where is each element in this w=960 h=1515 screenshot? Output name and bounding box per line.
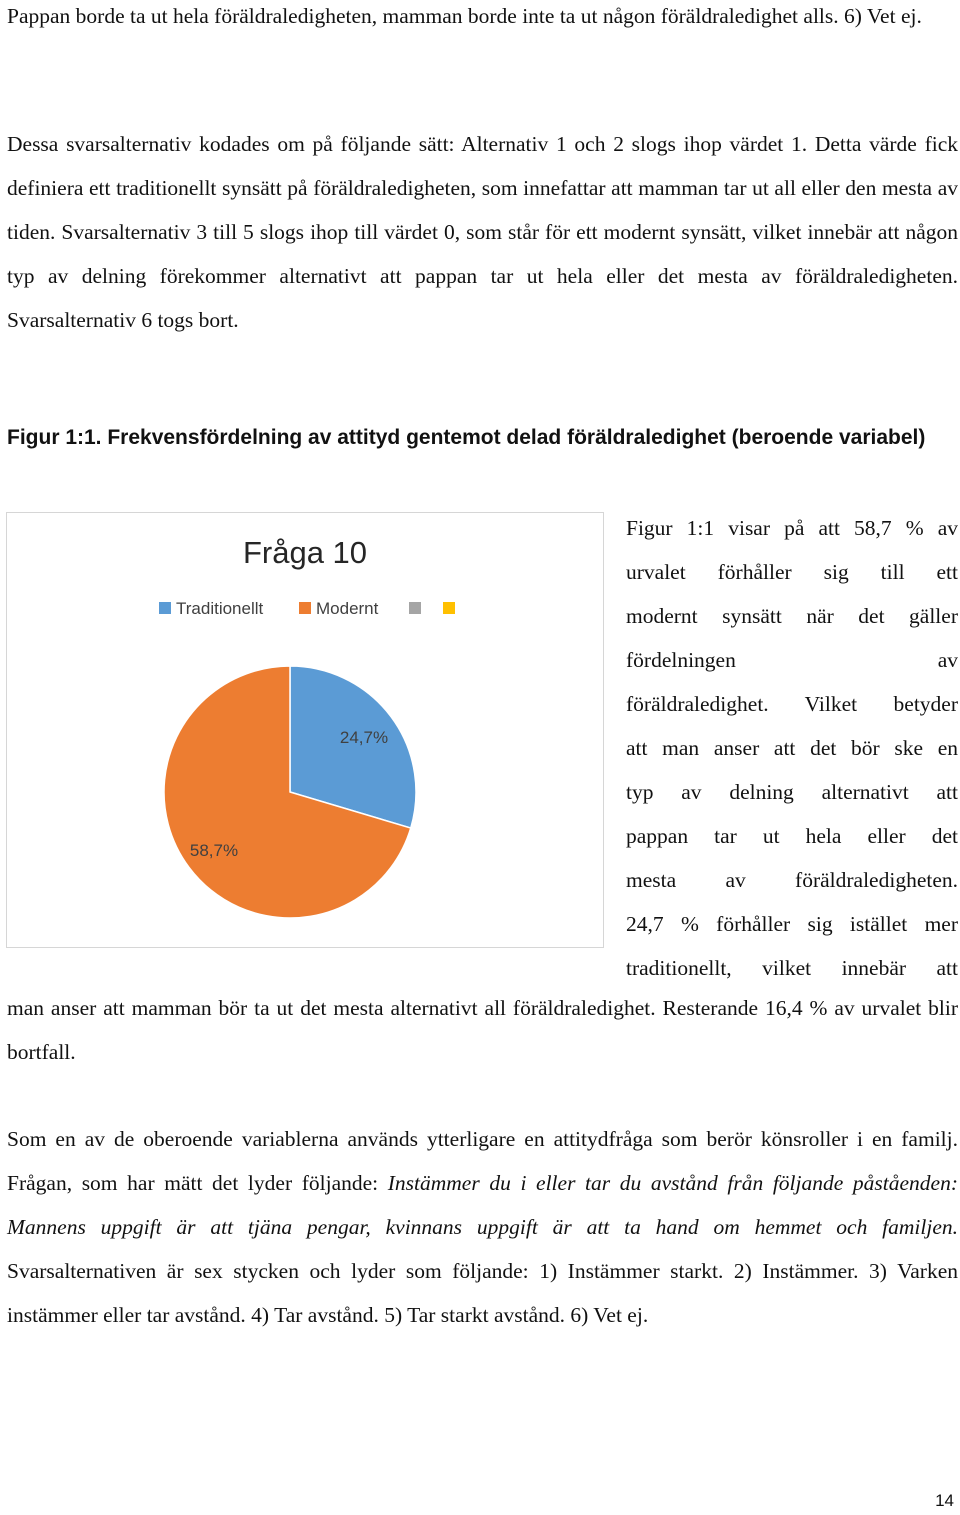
side-line: urvalet förhåller sig till ett <box>626 560 958 584</box>
side-paragraph <box>626 506 958 990</box>
side-line: typ av delning alternativt att <box>626 780 958 804</box>
pie-chart-svg <box>7 513 605 949</box>
pie-slices <box>164 666 416 918</box>
side-line: föräldraledighet. Vilket betyder <box>626 692 958 716</box>
legend-swatch <box>409 602 421 614</box>
chart-legend <box>159 599 455 618</box>
paragraph-4-intro: Som en av de oberoende variablerna används ytterligare en attitydfråga som berör könsroller i en familj. Frågan, som har mätt det lyder följande: <box>7 1127 958 1195</box>
side-line: 24,7 % förhåller sig istället mer <box>626 912 958 936</box>
paragraph-4 <box>7 1117 958 1337</box>
side-line: mesta av föräldraledigheten. <box>626 868 958 892</box>
paragraph-3-continued: man anser att mamman bör ta ut det mesta alternativt all föräldraledighet. Resterande 16,4 % av urvalet blir bortfall. <box>7 996 958 1064</box>
legend-label: Traditionellt <box>176 599 264 618</box>
legend-swatch <box>443 602 455 614</box>
paragraph-1: Pappan borde ta ut hela föräldraledigheten, mamman borde inte ta ut någon föräldraledighet alls. 6) Vet ej. <box>7 4 922 28</box>
pie-chart <box>6 512 604 948</box>
pie-data-label: 58,7% <box>189 841 239 860</box>
side-line: fördelningen av <box>626 648 958 672</box>
pie-data-label: 24,7% <box>339 728 389 747</box>
paragraph-4-quote: Instämmer du i eller tar du avstånd från följande påståenden: Mannens uppgift är att tjäna pengar, kvinnans uppgift är att ta hand om hemmet och familjen. <box>7 1171 958 1239</box>
legend-label: Modernt <box>316 599 379 618</box>
legend-swatch <box>299 602 311 614</box>
paragraph-4-rest: Svarsalternativen är sex stycken och lyder som följande: 1) Instämmer starkt. 2) Instämmer. 3) Varken instämmer eller tar avstånd. 4) Tar avstånd. 5) Tar starkt avstånd. 6) Vet ej. <box>7 1259 958 1327</box>
figure-caption: Figur 1:1. Frekvensfördelning av attityd gentemot delad föräldraledighet (beroende variabel) <box>7 426 926 449</box>
side-line: Figur 1:1 visar på att 58,7 % av <box>626 516 958 540</box>
side-line: att man anser att det bör ske en <box>626 736 958 760</box>
side-line: modernt synsätt när det gäller <box>626 604 958 628</box>
side-line: pappan tar ut hela eller det <box>626 824 958 848</box>
page-number: 14 <box>935 1491 954 1510</box>
paragraph-2: Dessa svarsalternativ kodades om på följande sätt: Alternativ 1 och 2 slogs ihop värdet 1. Detta värde fick definiera ett traditionellt synsätt på föräldraledigheten, som innefattar att mamman tar ut all eller den mesta av tiden. Svarsalternativ 3 till 5 slogs ihop till värdet 0, som står för ett modernt synsätt, vilket innebär att någon typ av delning förekommer alternativt att pappan tar ut hela eller det mesta av föräldraledigheten. Svarsalternativ 6 togs bort. <box>7 132 958 332</box>
legend-swatch <box>159 602 171 614</box>
chart-title: Fråga 10 <box>242 535 368 570</box>
side-line: traditionellt, vilket innebär att <box>626 956 958 980</box>
